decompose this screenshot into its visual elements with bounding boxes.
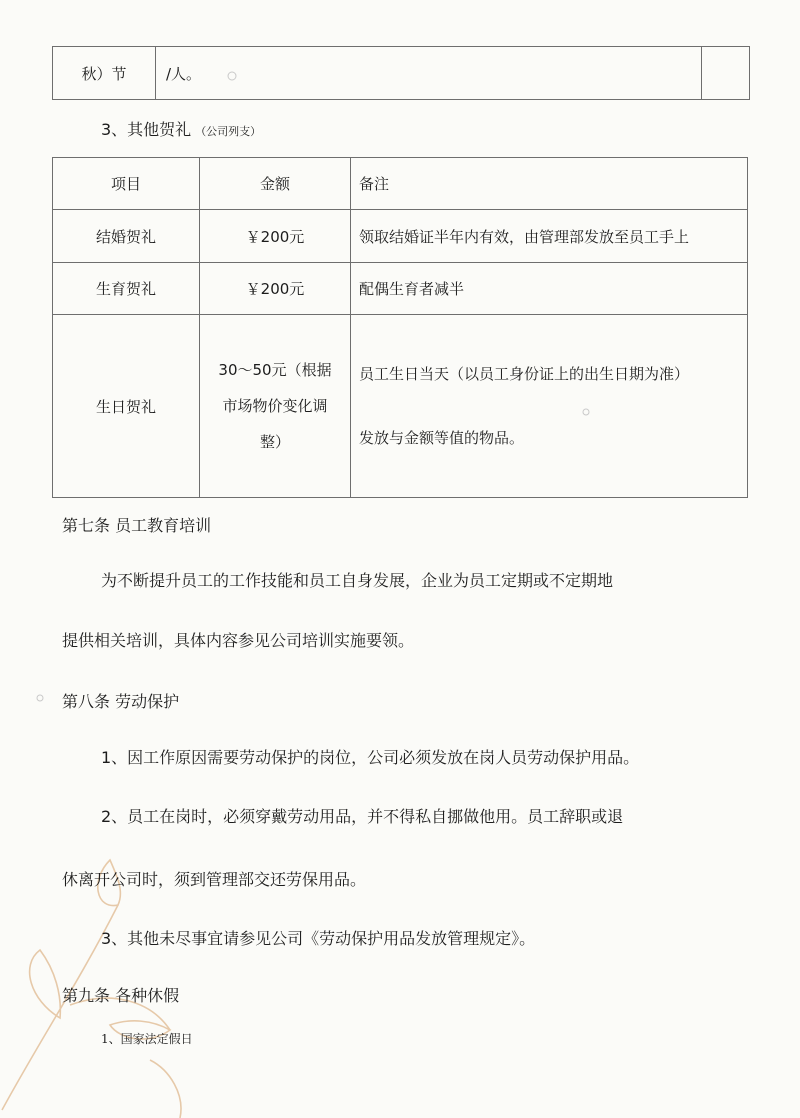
article-7-title: 第七条 员工教育培训	[62, 516, 212, 535]
table-cell: /人。	[155, 47, 701, 99]
table-cell	[701, 47, 751, 99]
article-8-item-2: 2、员工在岗时，必须穿戴劳动用品，并不得私自挪做他用。员工辞职或退	[101, 807, 624, 826]
remark-cell	[351, 315, 748, 498]
section-title: 3、其他贺礼	[101, 120, 192, 139]
amount-line: 30～50元（根据	[218, 361, 332, 379]
remark-line: 发放与金额等值的物品。	[359, 429, 525, 447]
amount-line: 市场物价变化调	[222, 397, 328, 415]
section-heading	[101, 117, 261, 140]
header-item: 项目	[53, 158, 200, 210]
section-note: （公司列支）	[195, 125, 262, 138]
table-cell: 秋）节	[81, 64, 127, 83]
holiday-table-continuation	[52, 46, 750, 100]
table-row	[53, 263, 748, 315]
header-amount: 金额	[200, 158, 351, 210]
amount-cell	[200, 315, 351, 498]
article-9-item-1: 1、国家法定假日	[101, 1032, 193, 1046]
article-7-paragraph-line: 提供相关培训，具体内容参见公司培训实施要领。	[62, 631, 415, 650]
article-8-item-3: 3、其他未尽事宜请参见公司《劳动保护用品发放管理规定》。	[101, 929, 536, 948]
table-header-row	[53, 158, 748, 210]
item-cell: 结婚贺礼	[53, 210, 200, 263]
remark-cell: 配偶生育者减半	[351, 263, 748, 315]
gift-table	[52, 157, 748, 498]
amount-cell: ￥200元	[200, 210, 351, 263]
article-9-title: 第九条 各种休假	[62, 986, 180, 1005]
table-row	[53, 315, 748, 498]
header-remark: 备注	[351, 158, 748, 210]
remark-cell: 领取结婚证半年内有效，由管理部发放至员工手上	[351, 210, 748, 263]
article-8-title: 第八条 劳动保护	[62, 692, 180, 711]
article-8-item-2-continued: 休离开公司时，须到管理部交还劳保用品。	[62, 870, 367, 889]
amount-line: 整）	[259, 433, 290, 451]
item-cell: 生日贺礼	[53, 315, 200, 498]
article-8-item-1: 1、因工作原因需要劳动保护的岗位，公司必须发放在岗人员劳动保护用品。	[101, 748, 640, 767]
article-7-paragraph-line: 为不断提升员工的工作技能和员工自身发展，企业为员工定期或不定期地	[101, 571, 614, 590]
item-cell: 生育贺礼	[53, 263, 200, 315]
amount-cell: ￥200元	[200, 263, 351, 315]
remark-line: 员工生日当天（以员工身份证上的出生日期为准）	[359, 365, 690, 383]
table-row	[53, 210, 748, 263]
